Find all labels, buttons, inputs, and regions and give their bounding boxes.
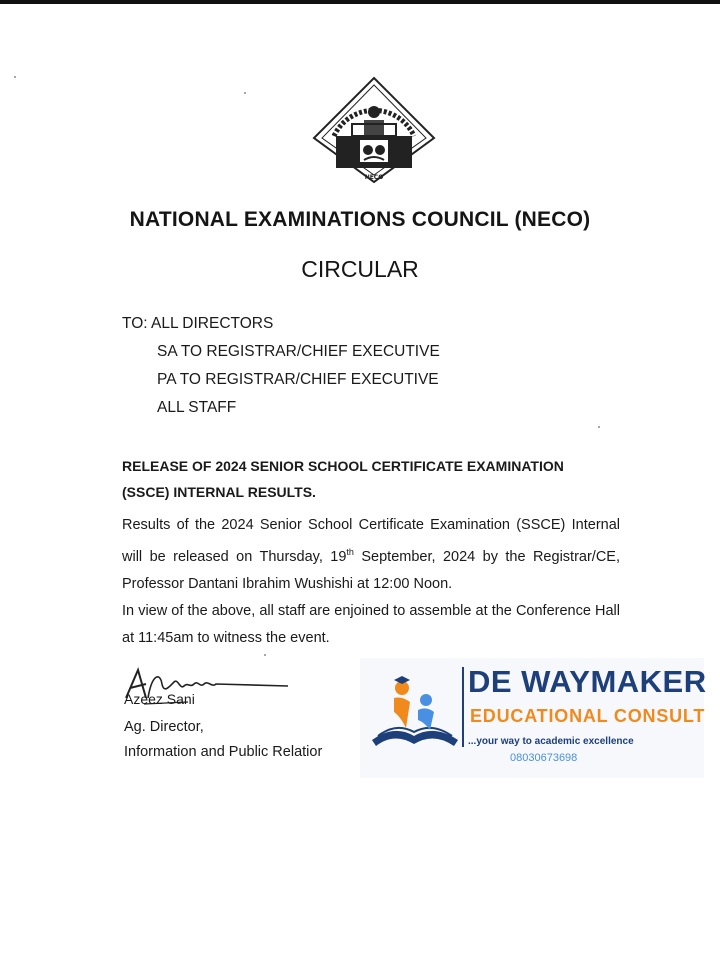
body-text: Results of the 2024 Senior School Certificate Examination (SSCE) Internal will be released on Thursday, 19 (122, 517, 620, 565)
watermark-subtitle: EDUCATIONAL CONSULT (470, 706, 706, 726)
document-type-heading: CIRCULAR (301, 256, 419, 282)
signatory-title-line: Information and Public Relatior (124, 744, 323, 760)
subject-line: (SSCE) INTERNAL RESULTS. (122, 484, 316, 500)
subject-heading (122, 453, 602, 505)
recipients-block (122, 310, 440, 422)
scan-speck (264, 654, 266, 656)
body-paragraph: In view of the above, all staff are enjoined to assemble at the Conference Hall at 11:45am to witness the event. (122, 603, 620, 646)
body-text: September, 2024 by the Registrar/CE, Professor Dantani Ibrahim Wushishi at 12:00 Noon. (122, 548, 620, 592)
neco-logo (312, 76, 436, 186)
dewaymaker-watermark (360, 658, 707, 778)
open-book-graduates-icon (368, 666, 462, 756)
signatory-title-line: Ag. Director, (124, 719, 204, 735)
svg-text:NECO: NECO (364, 174, 384, 181)
recipient-line: ALL STAFF (157, 399, 237, 416)
top-edge-line (0, 0, 720, 4)
watermark-title: DE WAYMAKER (468, 664, 707, 699)
scan-speck (244, 92, 246, 94)
ordinal-suffix: th (346, 547, 354, 557)
organization-name: NATIONAL EXAMINATIONS COUNCIL (NECO) (129, 208, 591, 231)
signatory-name: Azeez Sani (124, 691, 195, 707)
watermark-phone: 08030673698 (510, 752, 578, 764)
watermark-tagline: ...your way to academic excellence (468, 736, 634, 747)
recipient-line: TO: ALL DIRECTORS (122, 315, 274, 332)
signatory-title (124, 715, 322, 765)
recipient-line: PA TO REGISTRAR/CHIEF EXECUTIVE (157, 371, 439, 388)
subject-line: RELEASE OF 2024 SENIOR SCHOOL CERTIFICATE EXAMINATION (122, 458, 564, 474)
watermark-divider (462, 667, 464, 747)
scan-speck (14, 76, 16, 78)
body-paragraph (122, 512, 620, 598)
recipient-line: SA TO REGISTRAR/CHIEF EXECUTIVE (157, 343, 440, 360)
scan-speck (598, 426, 600, 428)
